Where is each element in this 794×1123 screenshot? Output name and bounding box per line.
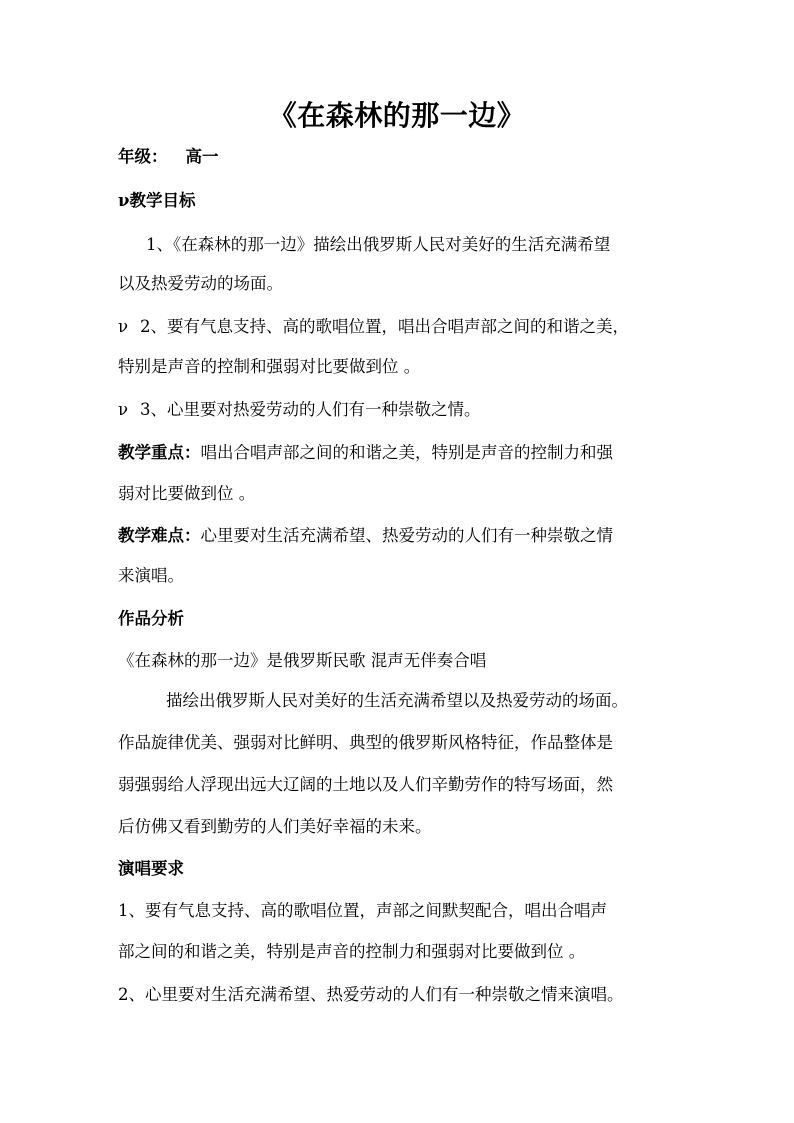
key-points-label: 教学重点：: [118, 443, 201, 462]
key-points-line-2: 弱对比要做到位 。: [118, 484, 256, 503]
difficulties-line-1: [118, 524, 693, 548]
objective-2-line-2: 特别是声音的控制和强弱对比要做到位 。: [118, 357, 421, 376]
key-points-text: 唱出合唱声部之间的和谐之美，特别是声音的控制力和强: [200, 443, 613, 462]
requirement-1-line-2: 部之间的和谐之美，特别是声音的控制力和强弱对比要做到位 。: [118, 942, 586, 961]
requirements-heading: 演唱要求: [118, 859, 184, 878]
bullet-icon: ν: [118, 317, 129, 336]
key-points-line-1: [118, 441, 693, 465]
analysis-line-1: 描绘出俄罗斯人民对美好的生活充满希望以及热爱劳动的场面。: [166, 691, 628, 710]
analysis-line-2: 作品旋律优美、强弱对比鲜明、典型的俄罗斯风格特征，作品整体是: [118, 733, 613, 752]
difficulties-text: 心里要对生活充满希望、热爱劳动的人们有一种崇敬之情: [200, 526, 613, 545]
requirement-2-line-1: 2、心里要对生活充满希望、热爱劳动的人们有一种崇敬之情来演唱。: [118, 985, 624, 1004]
grade-value: 高一: [185, 147, 219, 166]
objective-2-line-1: [118, 315, 693, 339]
grade-label: 年级：: [118, 147, 168, 166]
bullet-icon: ν: [118, 191, 130, 210]
grade-line: [118, 145, 693, 169]
objective-1-line-1: 1、《在森林的那一边》描绘出俄罗斯人民对美好的生活充满希望: [146, 235, 611, 254]
analysis-intro: 《在森林的那一边》是俄罗斯民歌 混声无伴奏合唱: [118, 651, 487, 670]
objective-3-line-1: [118, 398, 693, 422]
objective-2-text: 2、要有气息支持、高的歌唱位置，唱出合唱声部之间的和谐之美，: [140, 317, 629, 336]
objective-3-text: 3、心里要对热爱劳动的人们有一种崇敬之情。: [140, 400, 481, 419]
document-title: 《在森林的那一边》: [268, 99, 526, 132]
analysis-heading: 作品分析: [118, 609, 184, 628]
analysis-line-3: 弱强弱给人浮现出远大辽阔的土地以及人们辛勤劳作的特写场面，然: [118, 775, 613, 794]
objectives-heading-line: [118, 189, 693, 213]
difficulties-line-2: 来演唱。: [118, 566, 184, 585]
analysis-line-4: 后仿佛又看到勤劳的人们美好幸福的未来。: [118, 817, 432, 836]
objective-1-line-2: 以及热爱劳动的场面。: [118, 274, 283, 293]
bullet-icon: ν: [118, 400, 129, 419]
objectives-heading: 教学目标: [129, 191, 196, 210]
requirement-1-line-1: 1、要有气息支持、高的歌唱位置，声部之间默契配合，唱出合唱声: [118, 901, 607, 920]
difficulties-label: 教学难点：: [118, 526, 201, 545]
